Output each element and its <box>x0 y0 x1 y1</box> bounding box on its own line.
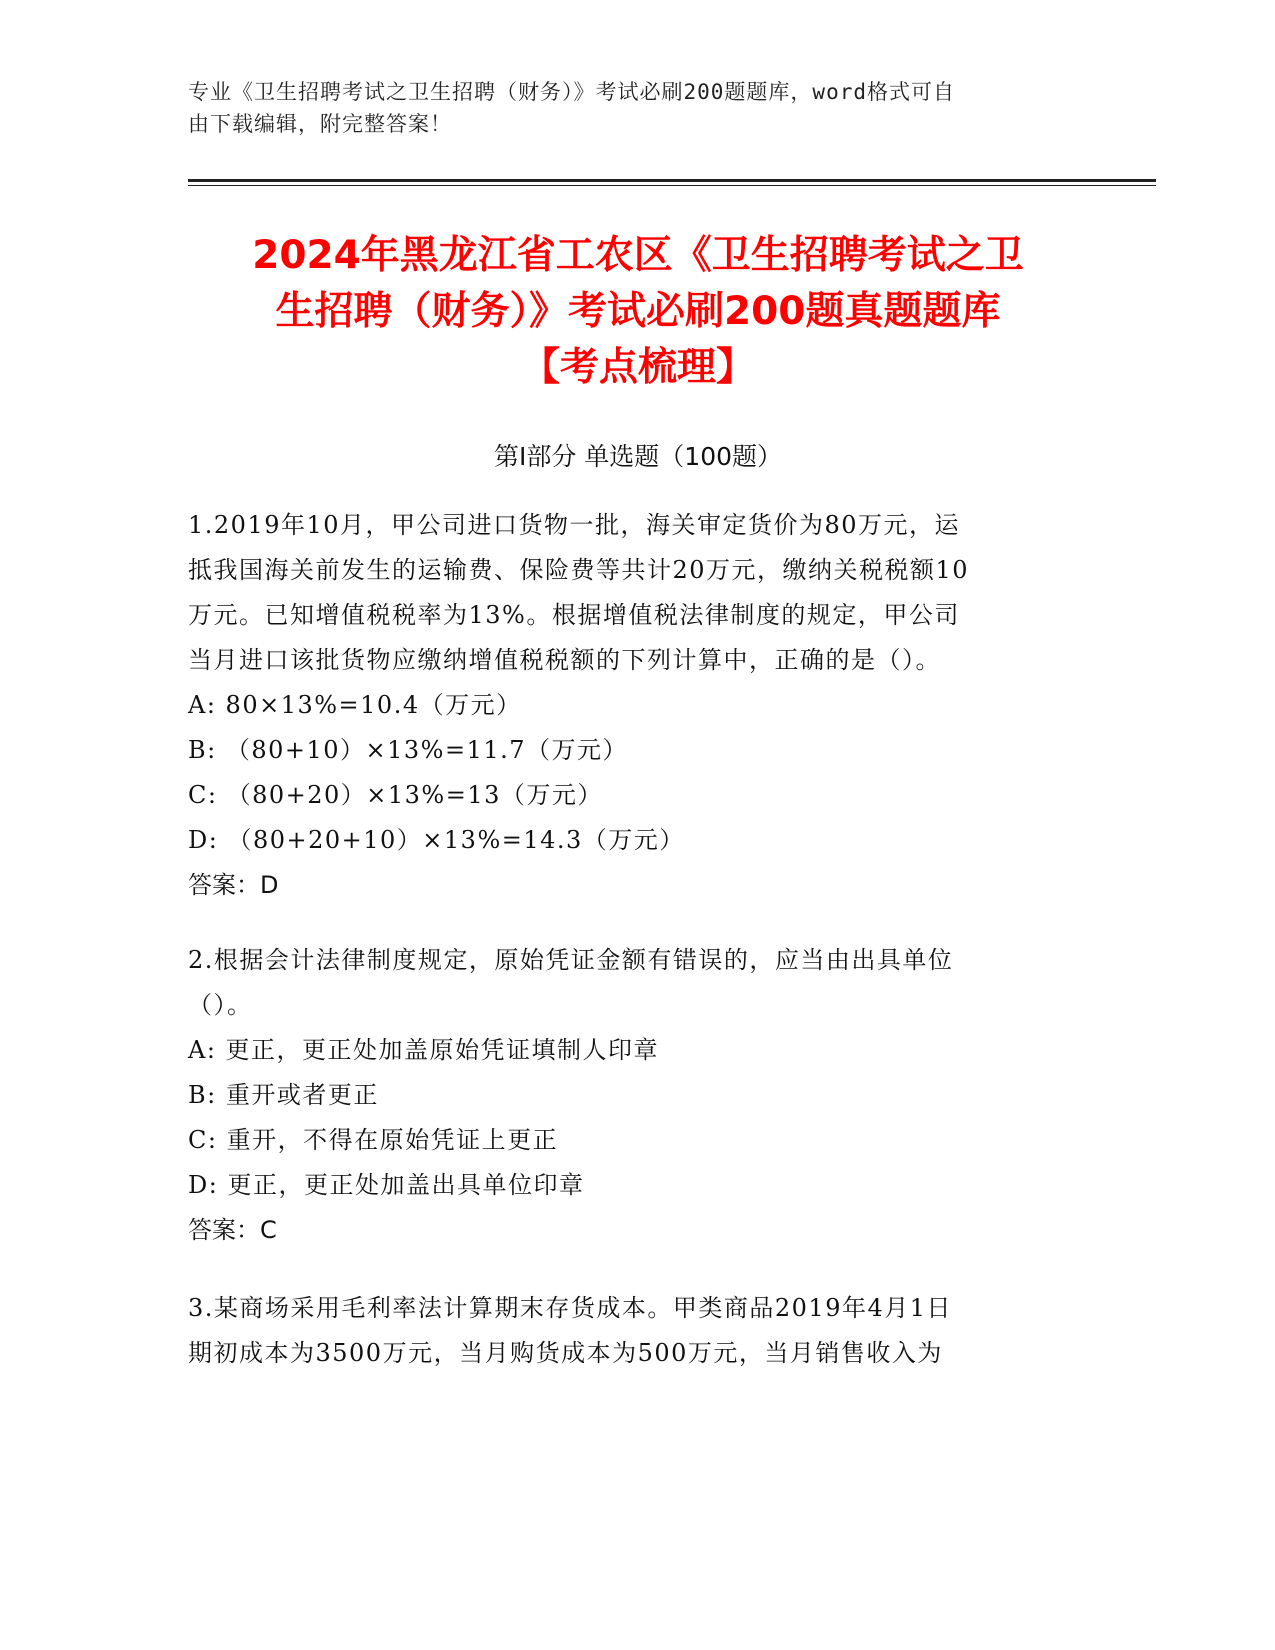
question-stem-line: 当月进口该批货物应缴纳增值税税额的下列计算中，正确的是（）。 <box>188 646 941 674</box>
question-stem-line: （）。 <box>188 991 253 1019</box>
option-d: D: 更正，更正处加盖出具单位印章 <box>188 1171 585 1199</box>
option-a: A: 更正，更正处加盖原始凭证填制人印章 <box>188 1036 660 1064</box>
option-c: C: （80+20）×13%=13（万元） <box>188 781 603 809</box>
document-title <box>188 228 1088 396</box>
option-b: B: （80+10）×13%=11.7（万元） <box>188 736 629 764</box>
title-line: 【考点梳理】 <box>520 345 755 390</box>
question-1 <box>188 503 1088 908</box>
option-a: A: 80×13%=10.4（万元） <box>188 691 522 719</box>
header-divider <box>188 179 1156 182</box>
question-3 <box>188 1286 1088 1376</box>
question-stem-line: 抵我国海关前发生的运输费、保险费等共计20万元，缴纳关税税额10 <box>188 556 970 584</box>
answer: 答案：D <box>188 871 279 899</box>
option-d: D: （80+20+10）×13%=14.3（万元） <box>188 826 685 854</box>
option-c: C: 重开，不得在原始凭证上更正 <box>188 1126 559 1154</box>
question-stem-line: 3.某商场采用毛利率法计算期末存货成本。甲类商品2019年4月1日 <box>188 1294 953 1322</box>
header-note <box>188 76 1088 140</box>
answer: 答案：C <box>188 1216 277 1244</box>
title-line: 生招聘（财务）》考试必刷200题真题题库 <box>275 289 1001 334</box>
question-stem-line: 2.根据会计法律制度规定，原始凭证金额有错误的，应当由出具单位 <box>188 946 954 974</box>
question-2 <box>188 938 1088 1253</box>
question-stem-line: 期初成本为3500万元，当月购货成本为500万元，当月销售收入为 <box>188 1339 943 1367</box>
header-note-line: 专业《卫生招聘考试之卫生招聘（财务）》考试必刷200题题库，word格式可自 <box>188 80 955 104</box>
header-note-line: 由下载编辑，附完整答案！ <box>188 112 452 136</box>
question-stem-line: 万元。已知增值税税率为13%。根据增值税法律制度的规定，甲公司 <box>188 601 960 629</box>
question-stem-line: 1.2019年10月，甲公司进口货物一批，海关审定货价为80万元，运 <box>188 511 961 539</box>
option-b: B: 重开或者更正 <box>188 1081 379 1109</box>
header-divider-thin <box>188 185 1156 186</box>
section-heading: 第Ⅰ部分 单选题（100题） <box>493 442 783 471</box>
title-line: 2024年黑龙江省工农区《卫生招聘考试之卫 <box>252 233 1024 278</box>
